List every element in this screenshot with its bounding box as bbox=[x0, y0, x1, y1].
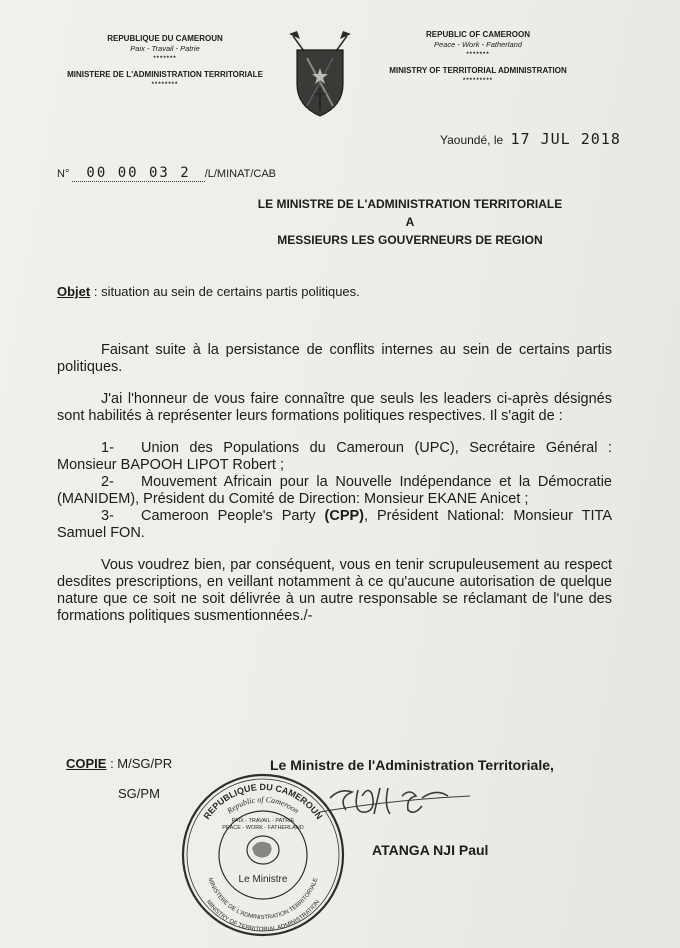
copy-line1: : M/SG/PR bbox=[106, 756, 173, 771]
seal-top-text2: Republic of Cameroon bbox=[225, 794, 301, 816]
list-item-text: Mouvement Africain pour la Nouvelle Indépendance et la Démocratie (MANIDEM), Président du Comité de Direction: Monsieur EKANE Anicet ; bbox=[57, 474, 612, 507]
signatory-title: Le Ministre de l'Administration Territoriale, bbox=[270, 757, 554, 773]
date-prefix: Yaoundé, le bbox=[440, 133, 504, 147]
leaders-list bbox=[57, 440, 612, 542]
date-value: 17 JUL 2018 bbox=[510, 130, 621, 148]
letter-body bbox=[57, 342, 612, 640]
header-right-stars: ******* bbox=[466, 52, 490, 58]
addressee-a: A bbox=[405, 215, 415, 229]
header-right-country: REPUBLIC OF CAMEROON bbox=[426, 30, 530, 39]
copy-to bbox=[66, 756, 172, 771]
list-item bbox=[57, 440, 612, 474]
header-right-ministry: MINISTRY OF TERRITORIAL ADMINISTRATION bbox=[389, 66, 567, 75]
reference-suffix: /L/MINAT/CAB bbox=[204, 168, 277, 180]
subject-label: Objet bbox=[57, 284, 91, 299]
seal-motto-en: PEACE - WORK - FATHERLAND bbox=[222, 825, 304, 831]
header-left-stars: ******* bbox=[153, 56, 177, 62]
list-item-number: 1- bbox=[101, 440, 114, 456]
subject-text: : situation au sein de certains partis politiques. bbox=[90, 284, 360, 299]
copy-line2: SG/PM bbox=[118, 786, 160, 801]
seal-top-text: REPUBLIQUE DU CAMEROUN bbox=[201, 781, 325, 822]
header-left-motto: Paix - Travail - Patrie bbox=[130, 44, 200, 53]
header-right-stars2: ********* bbox=[462, 78, 493, 84]
paragraph-3: Vous voudrez bien, par conséquent, vous en tenir scrupuleusement au respect desdites prescriptions, en veillant notamment à ce qu'aucune autorisation de quelque nature que ce soit ne soit délivrée à un autre responsable se réclamant de l'une des formations politiques susmentionnées./- bbox=[57, 557, 612, 624]
addressee-to: MESSIEURS LES GOUVERNEURS DE REGION bbox=[277, 233, 543, 247]
list-item bbox=[57, 508, 612, 542]
header-right bbox=[378, 30, 578, 86]
addressee-from: LE MINISTRE DE L'ADMINISTRATION TERRITORIALE bbox=[257, 197, 563, 211]
seal-emblem-icon bbox=[247, 836, 279, 864]
addressee-block bbox=[200, 196, 620, 250]
copy-label: COPIE bbox=[66, 756, 107, 771]
seal-bottom-text2: MINISTERE DE L'ADMINISTRATION TERRITORIALE bbox=[206, 877, 320, 922]
header-left bbox=[60, 34, 270, 90]
paragraph-2: J'ai l'honneur de vous faire connaître que seuls les leaders ci-après désignés sont habilités à représenter leurs formations politiques respectives. Il s'agit de : bbox=[57, 391, 612, 424]
list-item-number: 2- bbox=[101, 474, 114, 490]
list-item-text: Union des Populations du Cameroun (UPC), Secrétaire Général : Monsieur BAPOOH LIPOT Robert ; bbox=[57, 440, 612, 473]
list-item-bold: (CPP) bbox=[324, 508, 365, 524]
ministry-seal-icon bbox=[178, 770, 348, 940]
date-line bbox=[440, 130, 621, 148]
list-item-text: Cameroon People's Party bbox=[141, 508, 325, 524]
signatory-name: ATANGA NJI Paul bbox=[372, 842, 489, 858]
header-left-ministry: MINISTERE DE L'ADMINISTRATION TERRITORIALE bbox=[67, 70, 263, 79]
header-left-stars2: ******** bbox=[151, 82, 179, 88]
paragraph-1: Faisant suite à la persistance de conflits internes au sein de certains partis politiques. bbox=[57, 342, 612, 375]
list-item-text-after: , Président National: Monsieur TITA Samuel FON. bbox=[57, 508, 612, 541]
header-right-motto: Peace - Work - Fatherland bbox=[434, 40, 522, 49]
header-left-country: REPUBLIQUE DU CAMEROUN bbox=[107, 34, 223, 43]
seal-center-text: Le Ministre bbox=[238, 874, 288, 885]
list-item bbox=[57, 474, 612, 508]
list-item-number: 3- bbox=[101, 508, 114, 524]
seal-bottom-text: MINISTRY OF TERRITORIAL ADMINISTRATION bbox=[204, 899, 322, 934]
svg-text:Republic of Cameroon bbox=[225, 795, 301, 816]
reference-prefix: N° bbox=[57, 168, 70, 180]
coat-of-arms-icon bbox=[285, 28, 355, 120]
reference-number bbox=[57, 165, 276, 181]
reference-number-value: 00 00 03 2 bbox=[72, 165, 204, 182]
seal-motto-fr: PAIX - TRAVAIL - PATRIE bbox=[231, 818, 295, 824]
subject-line bbox=[57, 284, 360, 299]
